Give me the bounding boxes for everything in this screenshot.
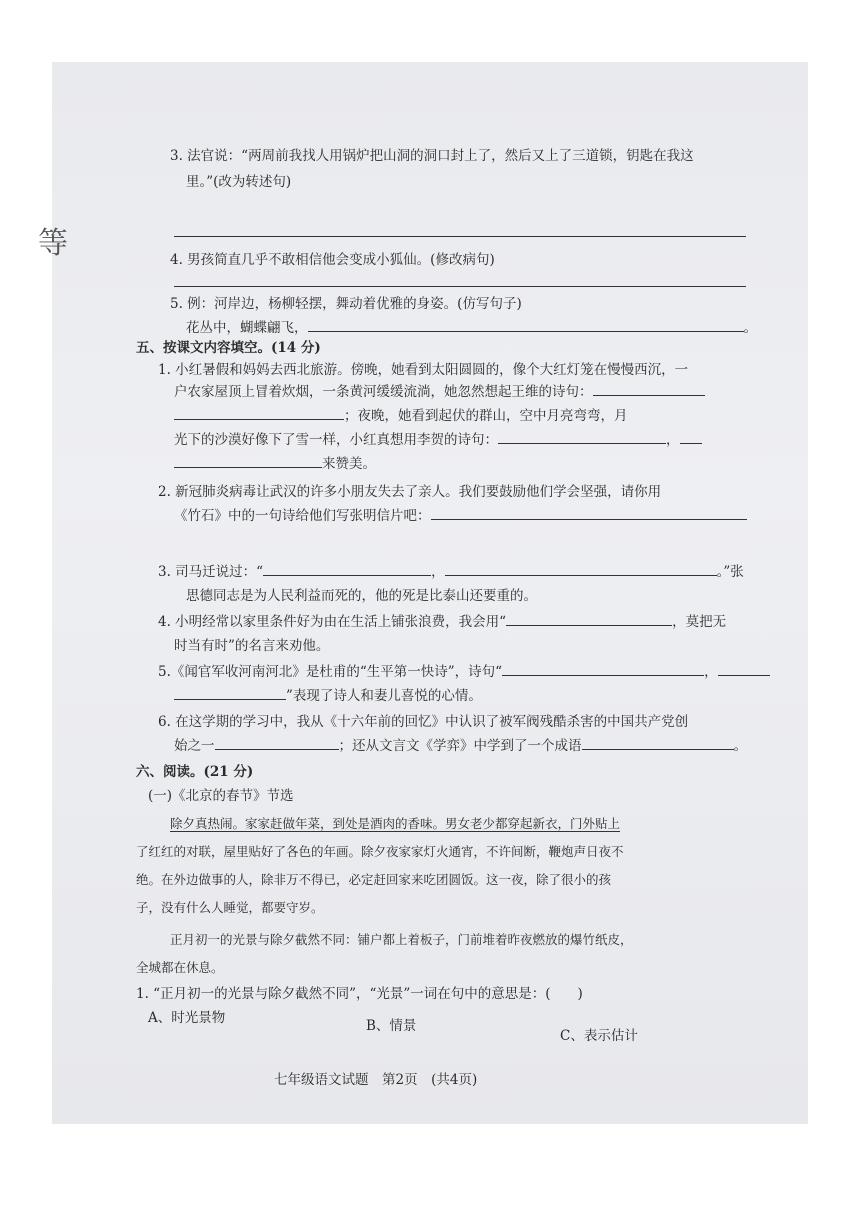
blank (498, 430, 666, 444)
item-5-prompt: 花丛中，蝴蝶翩飞， (186, 320, 308, 336)
exam-page (52, 62, 808, 1124)
blank (215, 736, 339, 750)
blank (445, 562, 717, 576)
option-c: C、表示估计 (560, 1028, 638, 1044)
blank (582, 736, 734, 750)
reading-p2-line2: 全城都在休息。 (136, 960, 224, 975)
reading-p1-line2: 了红红的对联，屋里贴好了各色的年画。除夕夜家家灯火通宵，不许间断，鞭炮声日夜不 (136, 844, 624, 859)
edge-mark: 等 (38, 226, 68, 261)
blank (174, 454, 322, 468)
s5-q2-line2: 《竹石》中的一句诗给他们写张明信片吧： (174, 506, 747, 526)
reading-q1: 1. “正月初一的光景与除夕截然不同”，“光景”一词在句中的意思是：( ) (136, 986, 583, 1002)
section-5-title: 五、按课文内容填空。(14 分) (136, 340, 321, 356)
s5-q6-line2: 始之一 ；还从文言文《学弈》中学到了一个成语 。 (174, 738, 747, 754)
blank (680, 430, 702, 444)
blank (308, 318, 744, 332)
s5-q5-line2: ”表现了诗人和妻儿喜悦的心情。 (174, 686, 482, 706)
s5-q3-line1: 3. 司马迁说过：“ ， 。”张 (158, 564, 744, 580)
page-footer: 七年级语文试题 第2页 (共4页) (274, 1072, 478, 1088)
blank (263, 562, 431, 576)
s5-q5-line1: 5.《闻官军收河南河北》是杜甫的“生平第一快诗”，诗句“ ， (158, 662, 770, 682)
item-4: 4. 男孩简直几乎不敢相信他会变成小狐仙。(修改病句) (170, 252, 495, 268)
s5-q2-line1: 2. 新冠肺炎病毒让武汉的许多小朋友失去了亲人。我们要鼓励他们学会坚强，请你用 (158, 484, 662, 500)
blank (593, 382, 705, 396)
s5-q6-line1: 6. 在这学期的学习中，我从《十六年前的回忆》中认识了被军阀残酷杀害的中国共产党创 (158, 714, 689, 730)
option-a: A、时光景物 (148, 1010, 226, 1026)
blank (502, 662, 704, 676)
item-3-line2: 里。”(改为转述句) (186, 174, 292, 190)
blank (431, 506, 747, 520)
item-3-line1: 3. 法官说：“两周前我找人用锅炉把山洞的洞口封上了，然后又上了三道锁，钥匙在我这 (170, 148, 694, 164)
s5-q4-line2: 时当有时”的名言来劝他。 (174, 638, 330, 654)
reading-p1-line4: 子，没有什么人睡觉，都要守岁。 (136, 900, 324, 915)
option-b: B、情景 (366, 1018, 417, 1034)
s5-q1-line4: 光下的沙漠好像下了雪一样，小红真想用李贺的诗句： ， (174, 430, 702, 450)
blank (718, 662, 770, 676)
answer-line (174, 236, 746, 237)
s5-q3-line2: 思德同志是为人民利益而死的，他的死是比泰山还要重的。 (186, 588, 537, 604)
s5-q1-line1: 1. 小红暑假和妈妈去西北旅游。傍晚，她看到太阳圆圆的，像个大红灯笼在慢慢西沉，一 (158, 362, 689, 378)
reading-p1-line3: 绝。在外边做事的人，除非万不得已，必定赶回家来吃团圆饭。这一夜，除了很小的孩 (136, 872, 612, 887)
item-5-line1: 5. 例：河岸边，杨柳轻摆，舞动着优雅的身姿。(仿写句子) (170, 296, 522, 312)
reading-p2-line1: 正月初一的光景与除夕截然不同：铺户都上着板子，门前堆着昨夜燃放的爆竹纸皮， (170, 932, 633, 947)
s5-q4-line1: 4. 小明经常以家里条件好为由在生活上铺张浪费，我会用“ ，莫把无 (158, 614, 727, 630)
blank (506, 612, 672, 626)
s5-q1-line2: 户农家屋顶上冒着炊烟，一条黄河缓缓流淌，她忽然想起王维的诗句： (174, 382, 705, 402)
section-6-title: 六、阅读。(21 分) (136, 764, 254, 780)
blank (174, 686, 286, 700)
item-5-line2: 花丛中，蝴蝶翩飞， 。 (186, 320, 757, 336)
s5-q1-line3: ；夜晚，她看到起伏的群山，空中月亮弯弯，月 (174, 406, 628, 426)
s5-q1-line5: 来赞美。 (174, 454, 376, 474)
blank (174, 406, 344, 420)
answer-line (174, 286, 746, 287)
reading-subtitle: (一)《北京的春节》节选 (148, 788, 294, 804)
reading-p1-line1: 除夕真热闹。家家赶做年菜，到处是酒肉的香味。男女老少都穿起新衣，门外贴上 (170, 816, 621, 831)
